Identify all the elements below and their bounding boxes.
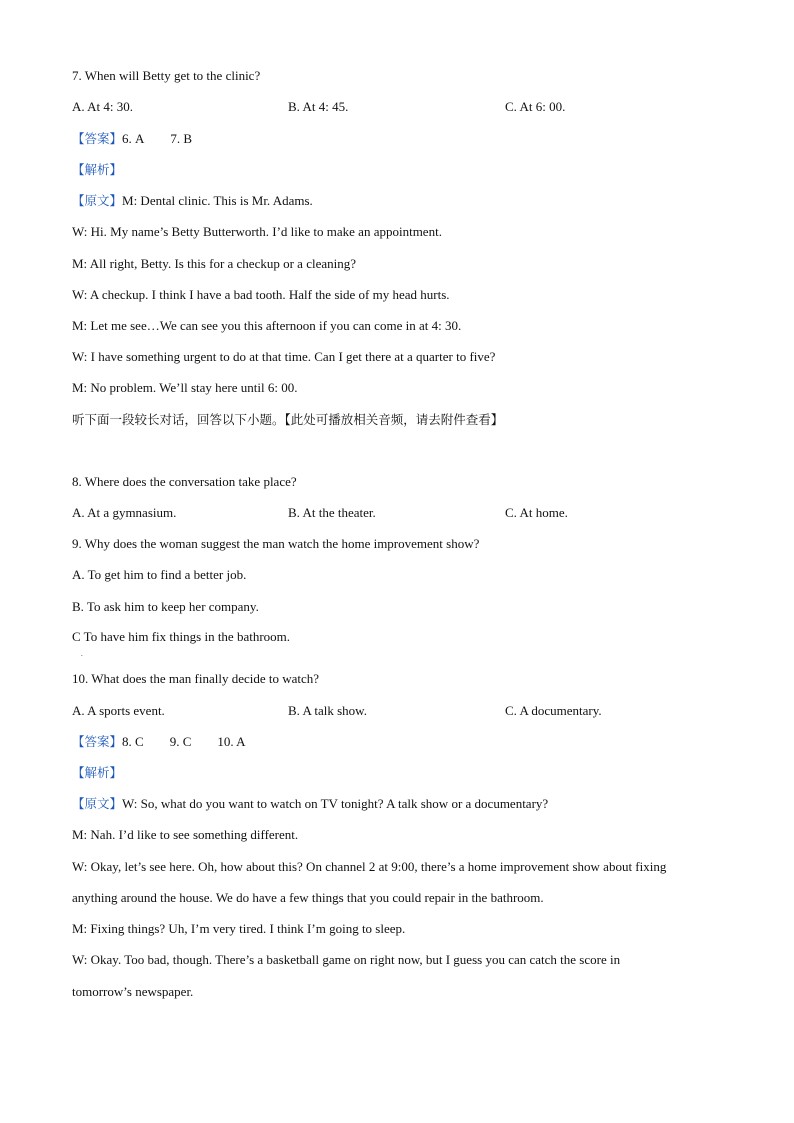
question-7: 7. When will Betty get to the clinic? [72, 68, 261, 83]
transcript-line-7: M: No problem. We’ll stay here until 6: 00. [72, 380, 298, 395]
transcript-line-6: W: I have something urgent to do at that time. Can I get there at a quarter to five? [72, 349, 496, 364]
answer-7: 7. B [170, 131, 193, 146]
transcript-line-3: M: All right, Betty. Is this for a checkup or a cleaning? [72, 256, 357, 271]
analysis-tag-2: 【解析】 [72, 765, 123, 780]
answer-line-1 [72, 131, 192, 147]
question-9: 9. Why does the woman suggest the man watch the home improvement show? [72, 536, 480, 551]
transcript-text: M: Dental clinic. This is Mr. Adams. [122, 193, 313, 208]
transcript-line-2: W: Hi. My name’s Betty Butterworth. I’d like to make an appointment. [72, 224, 442, 239]
q7-option-a: A. At 4: 30. [72, 99, 134, 114]
answer-6: 6. A [122, 131, 145, 146]
transcript2-line-7: tomorrow’s newspaper. [72, 984, 194, 999]
original-tag: 【原文】 [72, 796, 123, 811]
transcript2-line-1 [72, 796, 548, 812]
q8-option-a: A. At a gymnasium. [72, 505, 177, 520]
transcript2-line-6: W: Okay. Too bad, though. There’s a basketball game on right now, but I guess you can catch the score in [72, 952, 621, 967]
transcript-line-5: M: Let me see…We can see you this afternoon if you can come in at 4: 30. [72, 318, 462, 333]
listening-instruction: 听下面一段较长对话，回答以下小题。【此处可播放相关音频，请去附件查看】 [72, 412, 504, 427]
transcript2-line-2: M: Nah. I’d like to see something different. [72, 827, 299, 842]
q8-option-c: C. At home. [505, 505, 568, 520]
answer-10: 10. A [217, 734, 246, 749]
transcript2-line-4: anything around the house. We do have a few things that you could repair in the bathroom. [72, 890, 544, 905]
transcript2-line-3: W: Okay, let’s see here. Oh, how about this? On channel 2 at 9:00, there’s a home improvement show about fixing [72, 859, 667, 874]
transcript-line-4: W: A checkup. I think I have a bad tooth. Half the side of my head hurts. [72, 287, 450, 302]
q7-option-c: C. At 6: 00. [505, 99, 566, 114]
transcript-text: W: So, what do you want to watch on TV tonight? A talk show or a documentary? [122, 796, 549, 811]
analysis-tag-1: 【解析】 [72, 162, 123, 177]
answer-line-2 [72, 734, 246, 750]
q9-option-a: A. To get him to find a better job. [72, 567, 247, 582]
original-tag: 【原文】 [72, 193, 123, 208]
answer-tag: 【答案】 [72, 131, 123, 146]
q8-option-b: B. At the theater. [288, 505, 376, 520]
q9-option-b: B. To ask him to keep her company. [72, 599, 259, 614]
q10-option-a: A. A sports event. [72, 703, 165, 718]
transcript2-line-5: M: Fixing things? Uh, I’m very tired. I think I’m going to sleep. [72, 921, 406, 936]
q7-option-b: B. At 4: 45. [288, 99, 349, 114]
question-10: 10. What does the man finally decide to watch? [72, 671, 320, 686]
q10-option-b: B. A talk show. [288, 703, 367, 718]
answer-9: 9. C [169, 734, 192, 749]
answer-tag: 【答案】 [72, 734, 123, 749]
answer-8: 8. C [122, 734, 144, 749]
q10-option-c: C. A documentary. [505, 703, 602, 718]
stray-mark: . [81, 650, 83, 658]
q9-option-c: C To have him fix things in the bathroom. [72, 629, 291, 644]
question-8: 8. Where does the conversation take place? [72, 474, 297, 489]
transcript-line-1 [72, 193, 313, 209]
